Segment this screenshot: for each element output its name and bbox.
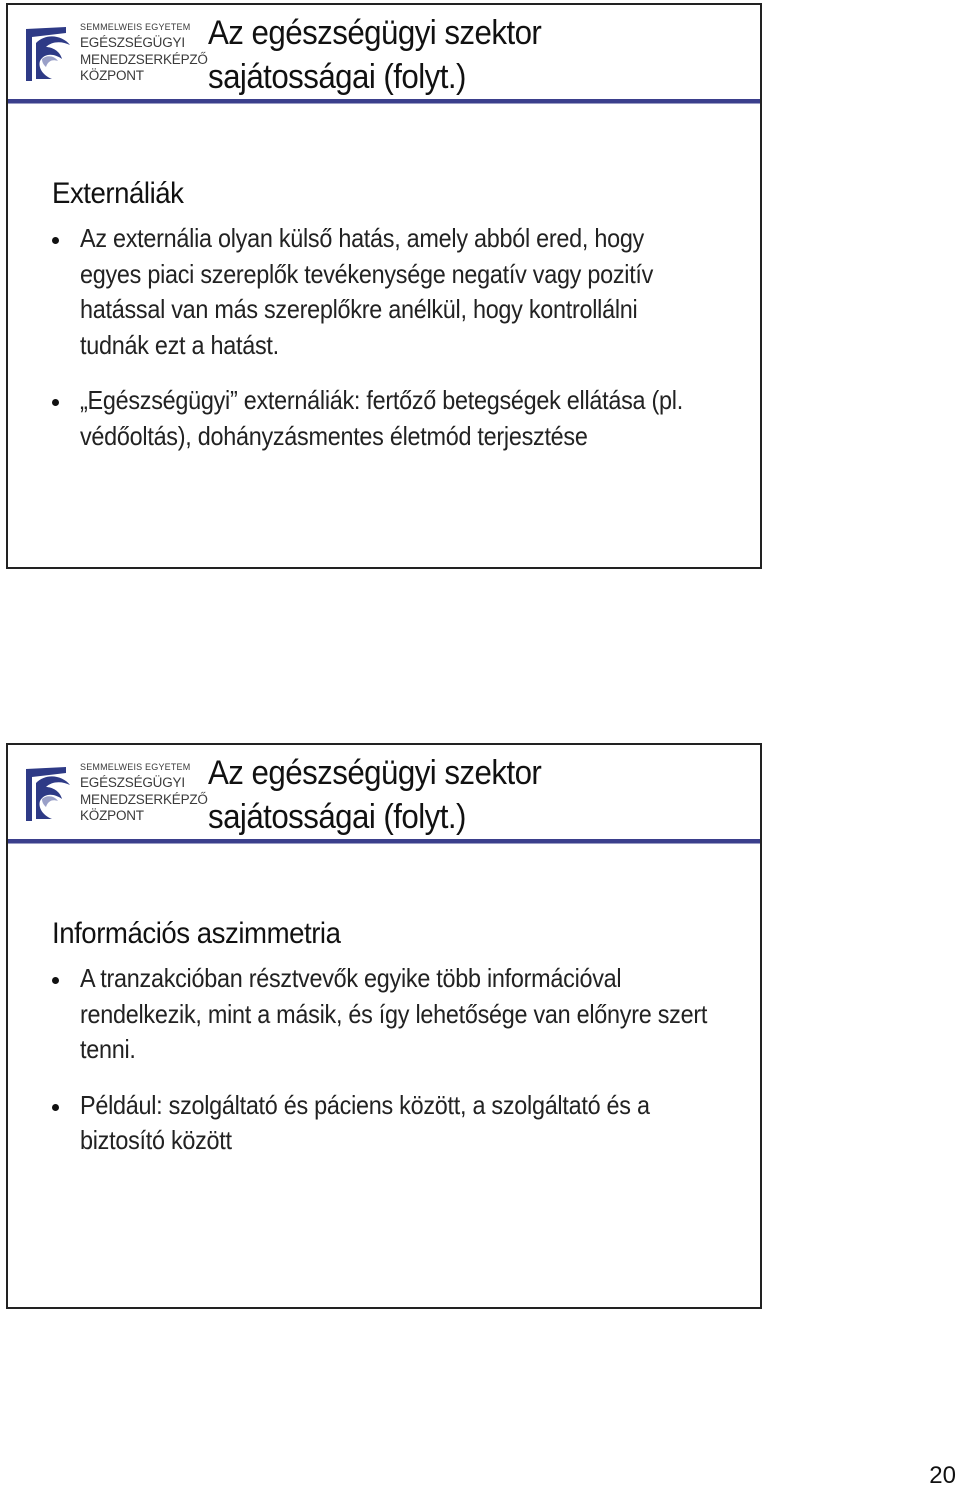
logo-line-4: KÖZPONT	[80, 808, 144, 823]
bullet-list	[52, 221, 712, 454]
slide-title: Az egészségügyi szektor sajátosságai (folyt.)	[208, 754, 542, 836]
bullet-dot-icon	[52, 1104, 59, 1111]
logo-text	[80, 22, 208, 86]
bullet-text: A tranzakcióban résztvevők egyike több információval rendelkezik, mint a másik, és így lehetősége van előnyre szert tenni.	[80, 963, 708, 1064]
slide-header	[8, 745, 760, 845]
page-number: 20	[929, 1462, 956, 1489]
bullet-text: Az externália olyan külső hatás, amely abból ered, hogy egyes piaci szereplők tevékenysége negatív vagy pozitív hatással van más szereplőkre anélkül, hogy kontrollálni tudnák ezt a hatást.	[80, 223, 654, 360]
logo-mark-icon	[22, 23, 74, 85]
logo	[22, 19, 208, 89]
logo-text	[80, 762, 208, 826]
logo-line-2: EGÉSZSÉGÜGYI	[80, 35, 185, 50]
logo-mark-icon	[22, 763, 74, 825]
logo-line-3: MENEDZSERKÉPZŐ	[80, 791, 208, 807]
logo-line-3: MENEDZSERKÉPZŐ	[80, 51, 208, 67]
section-heading: Információs aszimmetria	[52, 917, 341, 950]
bullet-dot-icon	[52, 237, 59, 244]
slide-body	[52, 175, 712, 468]
bullet-item	[52, 961, 712, 1068]
bullet-text: „Egészségügyi” externáliák: fertőző betegségek ellátása (pl. védőoltás), dohányzásmentes életmód terjesztése	[80, 385, 683, 451]
section-heading: Externáliák	[52, 177, 184, 210]
bullet-dot-icon	[52, 977, 59, 984]
bullet-item	[52, 1088, 712, 1159]
slide-body	[52, 915, 712, 1173]
slide-1	[6, 3, 762, 569]
bullet-item	[52, 221, 712, 363]
header-divider-shadow	[8, 843, 760, 844]
slide-2	[6, 743, 762, 1309]
bullet-text: Például: szolgáltató és páciens között, a szolgáltató és a biztosító között	[80, 1089, 650, 1155]
logo-line-4: KÖZPONT	[80, 68, 144, 83]
slide-title: Az egészségügyi szektor sajátosságai (folyt.)	[208, 14, 542, 96]
logo	[22, 759, 208, 829]
header-divider-shadow	[8, 103, 760, 104]
logo-line-1: SEMMELWEIS EGYETEM	[80, 22, 191, 32]
bullet-dot-icon	[52, 399, 59, 406]
logo-line-2: EGÉSZSÉGÜGYI	[80, 775, 185, 790]
bullet-list	[52, 961, 712, 1159]
bullet-item	[52, 383, 712, 454]
logo-line-1: SEMMELWEIS EGYETEM	[80, 762, 191, 772]
slide-header	[8, 5, 760, 105]
